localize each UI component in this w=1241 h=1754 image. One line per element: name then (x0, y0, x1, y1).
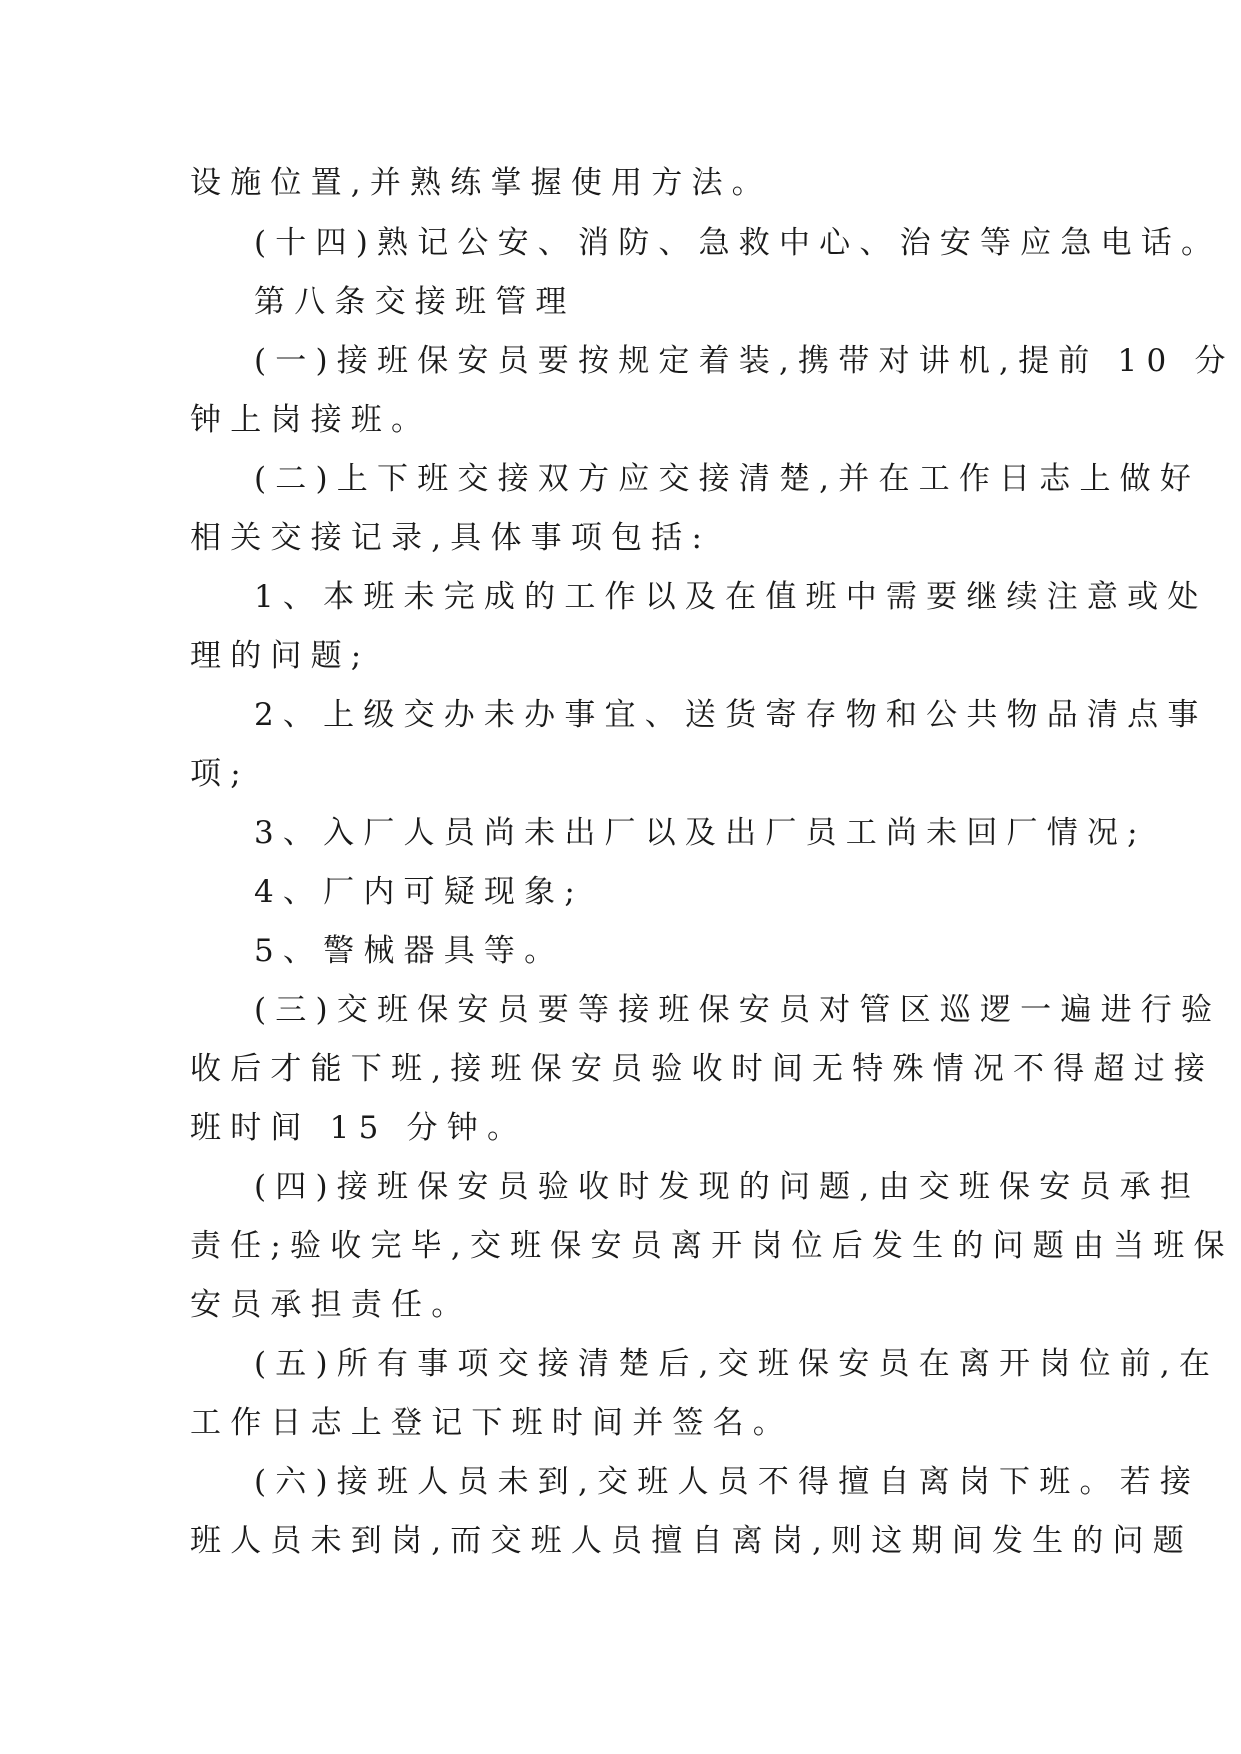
paragraph-line: 安员承担责任。 (190, 1287, 472, 1323)
list-item-line: 3、入厂人员尚未出厂以及出厂员工尚未回厂情况; (254, 815, 1147, 851)
paragraph-line: (五)所有事项交接清楚后,交班保安员在离开岗位前,在 (254, 1346, 1220, 1382)
paragraph-line: (六)接班人员未到,交班人员不得擅自离岗下班。若接 (254, 1464, 1201, 1500)
list-item-line: 理的问题; (190, 638, 371, 674)
paragraph-line: 钟上岗接班。 (190, 402, 432, 438)
paragraph-line: 设施位置,并熟练掌握使用方法。 (190, 165, 772, 201)
paragraph-line: (三)交班保安员要等接班保安员对管区巡逻一遍进行验 (254, 992, 1222, 1028)
paragraph-line: (二)上下班交接双方应交接清楚,并在工作日志上做好 (254, 461, 1201, 497)
list-item-line: 2、上级交办未办事宜、送货寄存物和公共物品清点事 (254, 697, 1208, 733)
list-item-line: 1、本班未完成的工作以及在值班中需要继续注意或处 (254, 579, 1208, 615)
section-heading: 第八条交接班管理 (254, 284, 576, 320)
paragraph-line: 班人员未到岗,而交班人员擅自离岗,则这期间发生的问题 (190, 1523, 1193, 1559)
paragraph-line: (一)接班保安员要按规定着装,携带对讲机,提前 10 分 (254, 343, 1235, 379)
list-item-line: 5、警械器具等。 (254, 933, 565, 969)
paragraph-line: 相关交接记录,具体事项包括: (190, 520, 712, 556)
paragraph-line: 责任;验收完毕,交班保安员离开岗位后发生的问题由当班保 (190, 1228, 1234, 1264)
paragraph-line: 班时间 15 分钟。 (190, 1110, 528, 1146)
paragraph-line: (四)接班保安员验收时发现的问题,由交班保安员承担 (254, 1169, 1201, 1205)
paragraph-line: (十四)熟记公安、消防、急救中心、治安等应急电话。 (254, 225, 1222, 261)
list-item-line: 4、厂内可疑现象; (254, 874, 584, 910)
paragraph-line: 工作日志上登记下班时间并签名。 (190, 1405, 793, 1441)
paragraph-line: 收后才能下班,接班保安员验收时间无特殊情况不得超过接 (190, 1051, 1215, 1087)
list-item-line: 项; (190, 756, 250, 792)
